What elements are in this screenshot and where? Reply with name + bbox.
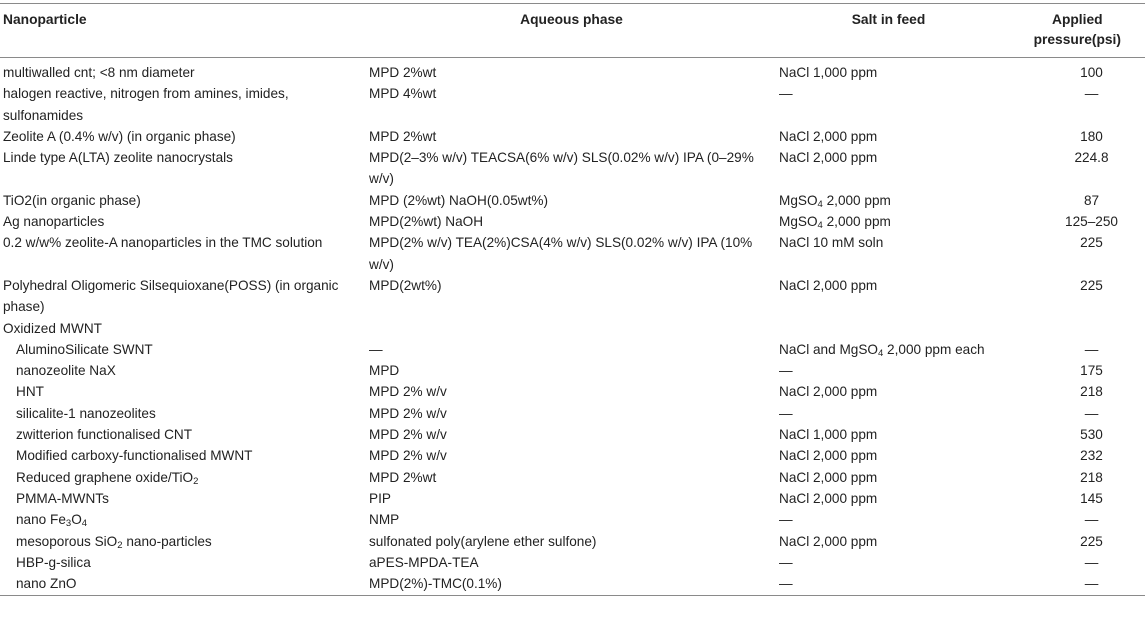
cell-nanoparticle: PMMA-MWNTs (16, 490, 109, 506)
cell-applied-pressure: — (1084, 86, 1099, 102)
cell-applied-pressure: — (1084, 341, 1099, 357)
cell-salt-in-feed: NaCl 2,000 ppm (779, 469, 878, 485)
cell-nanoparticle-text: nano Fe (16, 512, 66, 528)
table-row (0, 509, 1145, 530)
header-nanoparticle: Nanoparticle (0, 4, 366, 58)
cell-aqueous-phase: sulfonated poly(arylene ether sulfone) (369, 533, 597, 549)
table-row (0, 232, 1145, 275)
cell-aqueous-phase: aPES-MPDA-TEA (369, 554, 479, 570)
cell-nanoparticle: nanozeolite NaX (16, 363, 116, 379)
cell-nanoparticle: TiO2(in organic phase) (3, 192, 141, 208)
nanoparticle-table (0, 3, 1145, 596)
cell-salt-in-feed: NaCl 2,000 ppm (779, 150, 878, 166)
table-row (0, 58, 1145, 84)
cell-applied-pressure: 218 (1080, 469, 1103, 485)
cell-aqueous-phase: PIP (369, 490, 391, 506)
cell-aqueous-phase: MPD 2% w/v (369, 448, 447, 464)
table-row (0, 275, 1145, 318)
cell-nanoparticle: Ag nanoparticles (3, 214, 105, 230)
cell-applied-pressure: 232 (1080, 448, 1103, 464)
cell-salt-text: NaCl and MgSO (779, 341, 878, 357)
table-body (0, 58, 1145, 596)
cell-aqueous-phase: MPD 4%wt (369, 86, 437, 102)
cell-applied-pressure: 100 (1080, 65, 1103, 80)
table-row (0, 424, 1145, 445)
cell-salt-in-feed (776, 339, 1000, 360)
cell-applied-pressure: 87 (1083, 192, 1100, 208)
cell-applied-pressure: 224.8 (1074, 150, 1109, 166)
cell-salt-text: 2,000 ppm (822, 214, 891, 230)
cell-nanoparticle-subscript: 2 (193, 475, 199, 487)
table-row (0, 403, 1145, 424)
cell-applied-pressure: 180 (1080, 128, 1103, 144)
cell-nanoparticle: nano ZnO (0, 573, 366, 596)
cell-nanoparticle: 0.2 w/w% zeolite-A nanoparticles in the TMC solution (3, 235, 323, 251)
cell-salt-in-feed: — (779, 554, 793, 570)
cell-nanoparticle: silicalite-1 nanozeolites (16, 405, 156, 421)
cell-salt-text: MgSO (779, 214, 818, 230)
cell-salt-in-feed: — (776, 573, 1000, 596)
table-row (0, 552, 1145, 573)
cell-applied-pressure: 125–250 (1065, 214, 1118, 230)
cell-nanoparticle-subscript: 3 (65, 518, 72, 530)
cell-aqueous-phase: MPD (2%wt) NaOH(0.05wt%) (369, 192, 549, 208)
cell-applied-pressure: 225 (1080, 235, 1103, 251)
table-row (0, 126, 1145, 147)
table-row (0, 381, 1145, 402)
cell-applied-pressure: — (1000, 573, 1145, 596)
table-row (0, 467, 1145, 488)
cell-salt-in-feed: NaCl 2,000 ppm (779, 448, 878, 464)
cell-aqueous-phase: MPD 2%wt (369, 65, 437, 80)
header-applied-pressure (1000, 4, 1145, 58)
header-salt-in-feed: Salt in feed (776, 4, 1000, 58)
table-row (0, 488, 1145, 509)
cell-aqueous-phase: MPD 2%wt (369, 469, 437, 485)
table-row (0, 83, 1145, 126)
cell-applied-pressure: 175 (1080, 363, 1103, 379)
cell-applied-pressure: 225 (1080, 533, 1103, 549)
cell-nanoparticle-text: mesoporous SiO (16, 533, 118, 549)
table-header (0, 4, 1145, 58)
cell-nanoparticle: multiwalled cnt; <8 nm diameter (3, 65, 195, 80)
cell-salt-in-feed (776, 211, 1000, 232)
cell-aqueous-phase: MPD 2% w/v (369, 427, 447, 443)
table-row (0, 318, 1145, 339)
cell-salt-in-feed: NaCl 2,000 ppm (779, 490, 878, 506)
cell-nanoparticle-subscript: 4 (81, 518, 88, 530)
cell-salt-in-feed: NaCl 2,000 ppm (779, 384, 878, 400)
table-row (0, 573, 1145, 596)
cell-aqueous-phase: NMP (369, 512, 400, 528)
cell-salt-subscript: 4 (877, 347, 884, 359)
cell-salt-in-feed: — (779, 86, 793, 102)
cell-aqueous-phase: MPD 2%wt (369, 128, 437, 144)
cell-aqueous-phase: MPD(2%)-TMC(0.1%) (366, 573, 776, 596)
cell-salt-text: 2,000 ppm each (883, 341, 985, 357)
cell-nanoparticle (0, 467, 366, 488)
cell-applied-pressure: 145 (1080, 490, 1103, 506)
cell-salt-in-feed: NaCl 1,000 ppm (779, 65, 878, 80)
header-pressure-line1: Applied (1051, 12, 1103, 27)
cell-nanoparticle: zwitterion functionalised CNT (16, 427, 193, 443)
cell-aqueous-phase: MPD 2% w/v (369, 405, 447, 421)
cell-nanoparticle-subscript: 2 (117, 539, 123, 551)
cell-aqueous-phase: MPD(2% w/v) TEA(2%)CSA(4% w/v) SLS(0.02% w/v) IPA (10% w/v) (369, 235, 753, 272)
cell-aqueous-phase: MPD(2–3% w/v) TEACSA(6% w/v) SLS(0.02% w/v) IPA (0–29% w/v) (369, 150, 754, 187)
cell-applied-pressure: 218 (1080, 384, 1103, 400)
header-pressure-line2: pressure(psi) (1033, 32, 1121, 47)
cell-nanoparticle: halogen reactive, nitrogen from amines, imides, sulfonamides (3, 86, 289, 123)
cell-nanoparticle: HBP-g-silica (16, 554, 91, 570)
cell-salt-subscript: 4 (817, 220, 823, 232)
cell-aqueous-phase: MPD (369, 363, 400, 379)
cell-salt-in-feed: NaCl 10 mM soln (779, 235, 884, 251)
cell-salt-in-feed: — (779, 363, 793, 379)
table-row (0, 531, 1145, 552)
cell-applied-pressure: 225 (1080, 277, 1103, 293)
cell-nanoparticle-text: nano-particles (122, 533, 212, 549)
header-aqueous-phase: Aqueous phase (366, 4, 776, 58)
cell-applied-pressure (1000, 318, 1145, 339)
cell-salt-text: MgSO (779, 192, 818, 208)
cell-salt-text: 2,000 ppm (822, 192, 891, 208)
cell-salt-subscript: 4 (817, 198, 823, 210)
table-row (0, 147, 1145, 190)
cell-salt-in-feed (776, 190, 1000, 211)
cell-salt-in-feed: — (779, 512, 793, 528)
table-row (0, 211, 1145, 232)
cell-applied-pressure: — (1084, 512, 1099, 528)
cell-nanoparticle-text: O (71, 512, 82, 528)
cell-salt-in-feed: — (779, 405, 793, 421)
cell-aqueous-phase: MPD(2%wt) NaOH (369, 214, 484, 230)
cell-nanoparticle: Polyhedral Oligomeric Silsequioxane(POSS) (in organic phase) (3, 277, 339, 315)
table-row (0, 339, 1145, 360)
cell-salt-in-feed: NaCl 2,000 ppm (779, 533, 878, 549)
cell-nanoparticle-text: Reduced graphene oxide/TiO (16, 469, 194, 485)
cell-salt-in-feed (776, 318, 1000, 339)
cell-nanoparticle: AluminoSilicate SWNT (16, 341, 153, 357)
cell-aqueous-phase: MPD 2% w/v (369, 384, 447, 400)
cell-applied-pressure: 530 (1080, 427, 1103, 443)
cell-nanoparticle: Modified carboxy-functionalised MWNT (16, 448, 253, 464)
cell-nanoparticle: Linde type A(LTA) zeolite nanocrystals (3, 150, 233, 166)
cell-aqueous-phase (366, 318, 776, 339)
cell-nanoparticle: Oxidized MWNT (3, 320, 102, 336)
table-row (0, 190, 1145, 211)
cell-salt-in-feed: NaCl 1,000 ppm (779, 427, 878, 443)
cell-applied-pressure: — (1084, 554, 1099, 570)
table-row (0, 360, 1145, 381)
cell-aqueous-phase: MPD(2wt%) (369, 277, 442, 293)
table-row (0, 445, 1145, 466)
header-row (0, 4, 1145, 58)
cell-salt-in-feed: NaCl 2,000 ppm (779, 277, 878, 293)
cell-nanoparticle: HNT (16, 384, 44, 400)
cell-nanoparticle (0, 509, 366, 530)
cell-nanoparticle: Zeolite A (0.4% w/v) (in organic phase) (3, 128, 236, 144)
cell-aqueous-phase: — (369, 341, 383, 357)
cell-salt-in-feed: NaCl 2,000 ppm (779, 128, 878, 144)
cell-applied-pressure: — (1084, 405, 1099, 421)
cell-nanoparticle (0, 531, 366, 552)
